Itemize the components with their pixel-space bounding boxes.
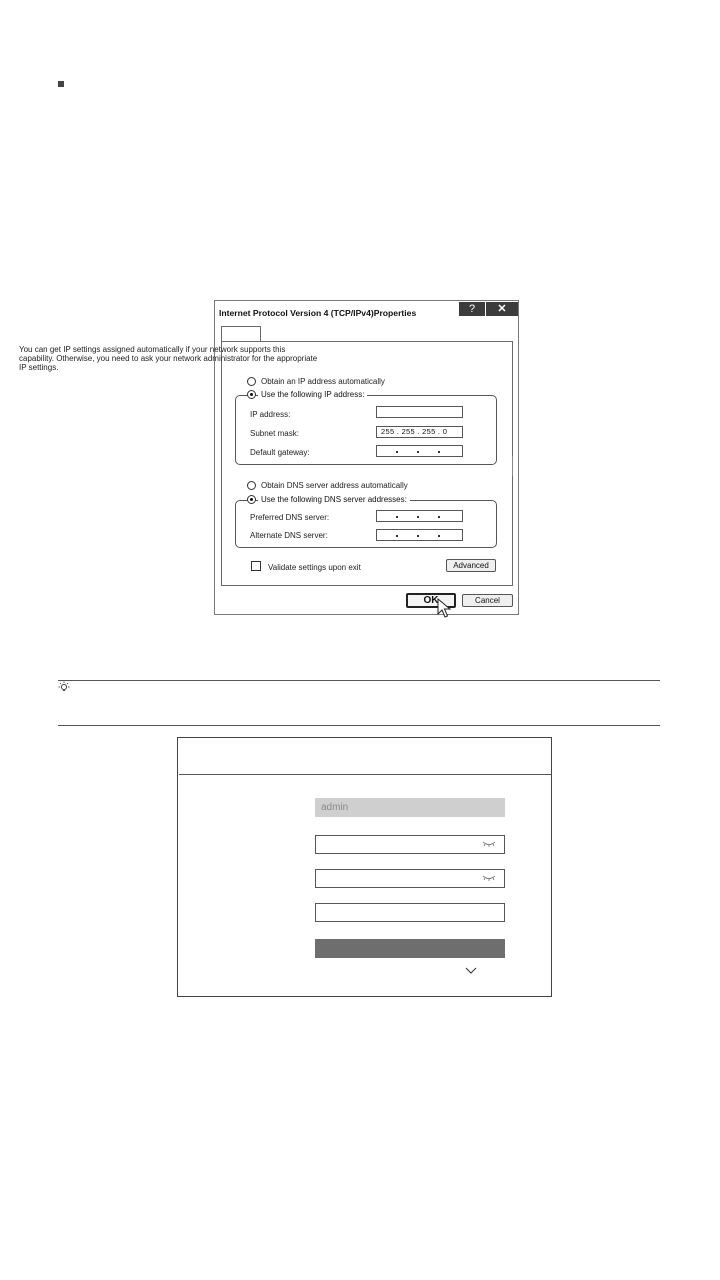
info-text: You can get IP settings assigned automatically if your network supports this capability. Otherwise, you need to ask your network administrator for the appropriate IP settings.: [19, 345, 318, 372]
radio-ip-manual[interactable]: [247, 390, 256, 399]
tab-general[interactable]: [221, 326, 261, 342]
ok-button[interactable]: OK: [406, 593, 456, 608]
panel-edge-mark: [512, 456, 513, 476]
radio-dns-auto-label: Obtain DNS server address automatically: [261, 481, 408, 490]
validate-checkbox[interactable]: [251, 561, 261, 571]
login-panel: [177, 737, 552, 997]
preferred-dns-input[interactable]: [376, 510, 463, 522]
ip-address-input[interactable]: [376, 406, 463, 418]
login-submit-button[interactable]: [315, 939, 505, 958]
eye-closed-icon[interactable]: [482, 873, 496, 883]
login-text-input[interactable]: [315, 903, 505, 922]
tip-bottom-rule: [58, 725, 660, 726]
radio-ip-auto-label: Obtain an IP address automatically: [261, 377, 385, 386]
help-button[interactable]: ?: [459, 302, 485, 316]
username-input[interactable]: admin: [315, 798, 505, 817]
default-gateway-input[interactable]: [376, 445, 463, 457]
dialog-titlebar: [215, 301, 518, 324]
preferred-dns-label: Preferred DNS server:: [250, 513, 330, 522]
radio-dns-auto[interactable]: [247, 481, 256, 490]
mouse-pointer-icon: [437, 598, 453, 618]
default-gateway-label: Default gateway:: [250, 448, 310, 457]
alternate-dns-input[interactable]: [376, 529, 463, 541]
advanced-button[interactable]: Advanced: [446, 559, 496, 572]
password-input[interactable]: [315, 835, 505, 854]
square-bullet-icon: [58, 81, 64, 87]
tip-top-rule: [58, 680, 660, 681]
close-button[interactable]: ✕: [486, 302, 518, 316]
alternate-dns-label: Alternate DNS server:: [250, 531, 328, 540]
lightbulb-icon: [57, 681, 71, 695]
radio-ip-manual-label: Use the following IP address:: [258, 390, 367, 399]
confirm-password-input[interactable]: [315, 869, 505, 888]
subnet-mask-input[interactable]: 255 . 255 . 255 . 0: [376, 426, 463, 438]
radio-dns-manual-label: Use the following DNS server addresses:: [258, 495, 410, 504]
dialog-title: Internet Protocol Version 4 (TCP/IPv4)Properties: [219, 308, 417, 318]
radio-dns-manual[interactable]: [247, 495, 256, 504]
ip-address-label: IP address:: [250, 410, 291, 419]
subnet-mask-label: Subnet mask:: [250, 429, 299, 438]
eye-closed-icon[interactable]: [482, 839, 496, 849]
cancel-button[interactable]: Cancel: [462, 594, 513, 607]
radio-ip-auto[interactable]: [247, 377, 256, 386]
validate-label: Validate settings upon exit: [268, 563, 361, 572]
chevron-down-icon[interactable]: [465, 967, 477, 975]
login-header-divider: [179, 774, 551, 775]
